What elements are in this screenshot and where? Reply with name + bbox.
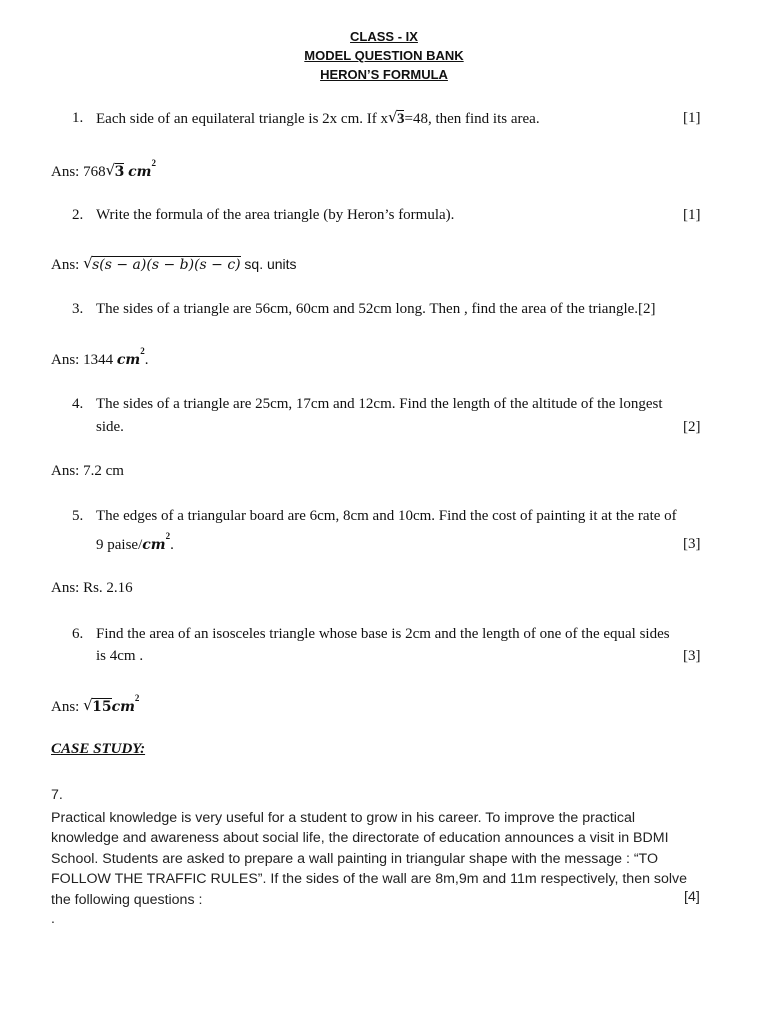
answer-6 [51,693,140,716]
header-class: CLASS - IX [350,29,418,44]
trailing-dot: . [51,910,55,926]
answer-1 [51,158,156,181]
sqrt-symbol [83,256,241,274]
answer-5: Ans: Rs. 2.16 [51,580,133,596]
exponent: 2 [165,531,171,541]
sqrt-symbol [106,163,125,181]
question-text-part: =48, then find its area. [404,111,540,127]
question-text: Write the formula of the area triangle (by Heron’s formula). [96,207,455,223]
unit: cm [142,537,166,553]
question-text-end: . [170,537,174,553]
question-mark: [3] [683,536,701,552]
question-text-line1: The edges of a triangular board are 6cm, 8cm and 10cm. Find the cost of painting it at the rate of [96,508,677,524]
case-study-mark: [4] [684,889,700,905]
exponent: 2 [151,158,156,168]
sqrt-symbol [388,110,405,128]
header-topic: HERON’S FORMULA [320,67,448,82]
question-text: The sides of a triangle are 56cm, 60cm and 52cm long. Then , find the area of the triangle.[2] [96,301,656,317]
answer-label: Ans: [51,257,80,273]
question-mark: [3] [683,648,701,664]
question-text-part: 9 paise/ [96,537,143,553]
answer-3 [51,346,149,369]
radicand: 3 [114,164,125,180]
answer-label: Ans: [51,699,80,715]
paragraph-line: School. Students are asked to prepare a wall painting in triangular shape with the message : “TO [51,850,658,867]
question-mark: [1] [683,207,701,223]
answer-2 [51,256,297,274]
question-number: 2. [72,207,84,223]
exponent: 2 [140,346,145,356]
sqrt-symbol [83,698,111,716]
answer-4: Ans: 7.2 cm [51,463,124,479]
question-mark: [1] [683,110,701,126]
question-number: 1. [72,110,84,126]
question-number: 3. [72,301,84,317]
question-number: 4. [72,396,84,412]
question-mark: [2] [683,419,701,435]
radicand: 3 [396,111,405,127]
header-bank: MODEL QUESTION BANK [304,48,464,63]
radicand: 15 [92,699,112,715]
paragraph-line: the following questions : [51,891,203,908]
paragraph-line: knowledge and awareness about social life, the directorate of education announces a visit in BDMI [51,830,669,847]
question-text [96,110,540,128]
question-text-line2: side. [96,419,124,435]
answer-unit-text: sq. units [244,256,297,272]
case-study-title: CASE STUDY: [51,741,146,757]
unit: cm [111,699,135,715]
paragraph-line: FOLLOW THE TRAFFIC RULES”. If the sides of the wall are 8m,9m and 11m respectively, then solve [51,871,688,888]
paragraph-line: Practical knowledge is very useful for a student to grow in his career. To improve the practical [51,810,636,826]
case-study-number: 7. [51,787,63,803]
question-text-line2 [96,531,174,554]
answer-label: Ans: 1344 [51,352,114,368]
case-study-paragraph [51,808,731,910]
answer-end: . [144,352,149,368]
unit: cm [116,352,141,368]
question-number: 6. [72,626,84,642]
heron-formula: s(s − a)(s − b)(s − c) [92,257,241,273]
exponent: 2 [134,693,140,703]
question-number: 5. [72,508,84,524]
question-text-line1: Find the area of an isosceles triangle whose base is 2cm and the length of one of the equal sides [96,626,670,642]
answer-label: Ans: 768 [51,164,106,180]
question-text-line2: is 4cm . [96,648,144,664]
unit: cm [128,164,152,180]
question-text-part: Each side of an equilateral triangle is 2x cm. If x [96,111,388,127]
question-text-line1: The sides of a triangle are 25cm, 17cm and 12cm. Find the length of the altitude of the longest [96,396,663,412]
